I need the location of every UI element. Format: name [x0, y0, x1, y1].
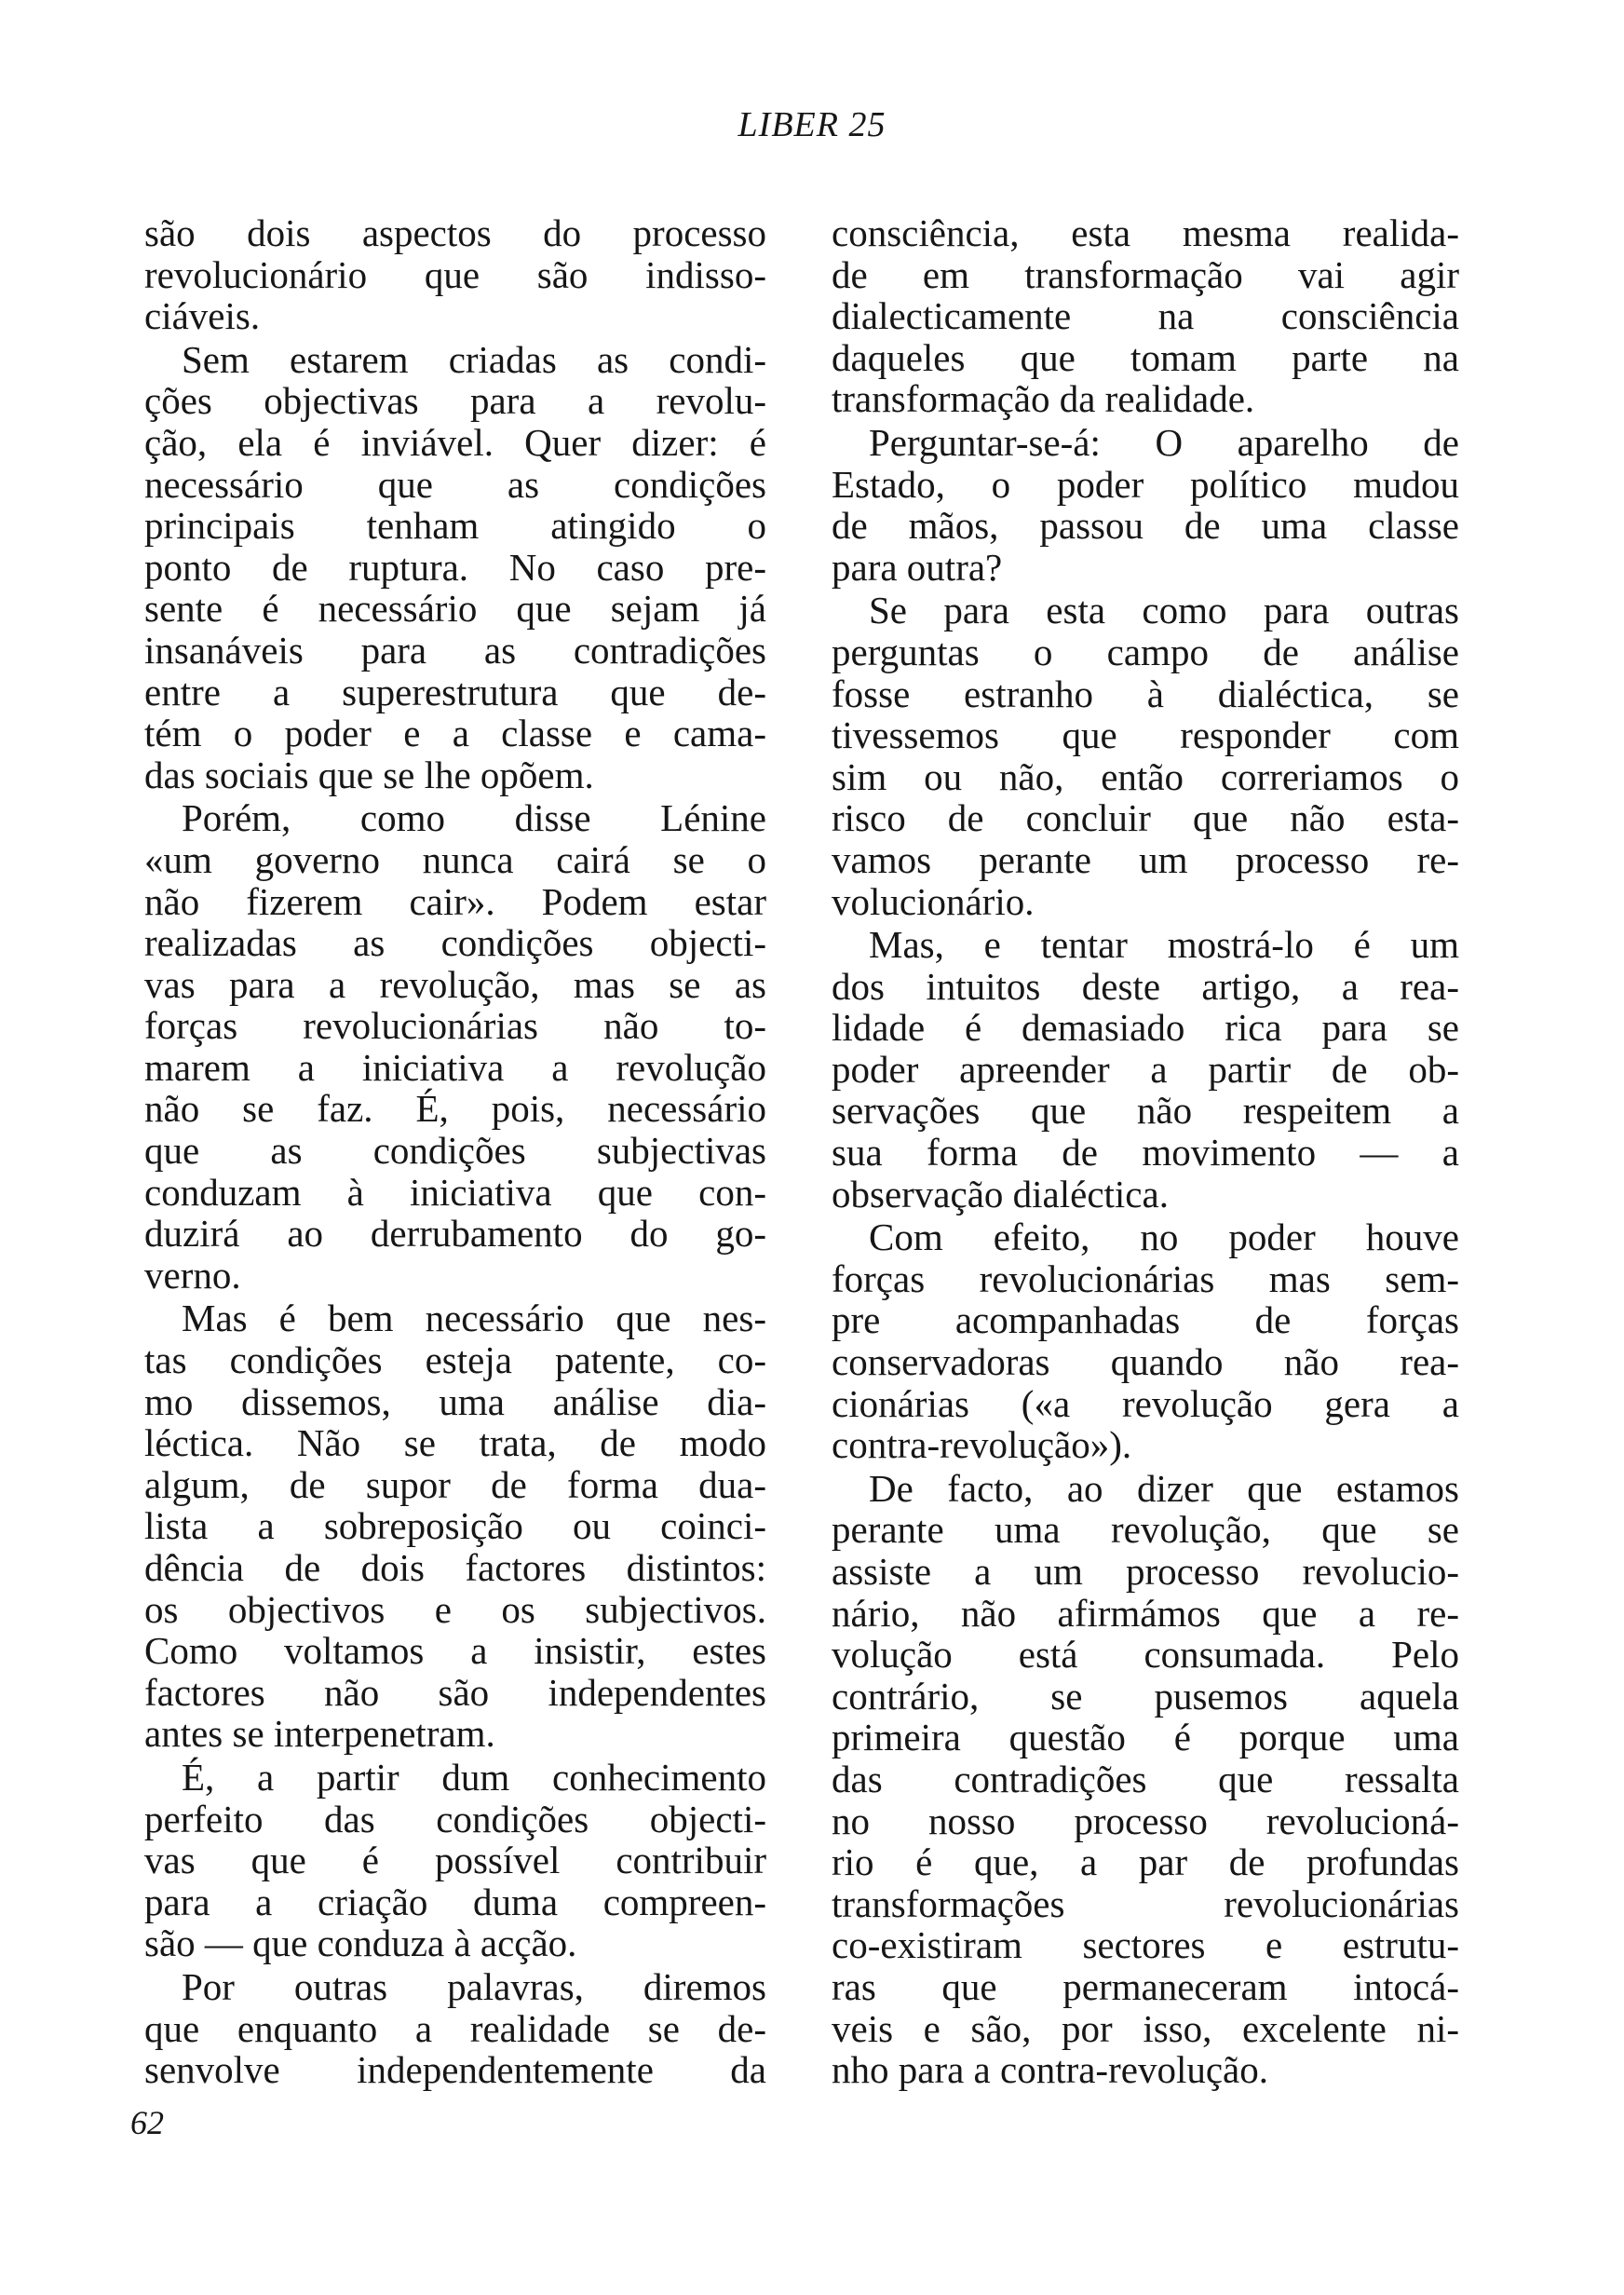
text-line: forças revolucionárias não to-	[144, 1004, 766, 1048]
text-line: realizadas as condições objecti-	[144, 921, 766, 965]
text-line: marem a iniciativa a revolução	[144, 1045, 766, 1089]
text-line: conduzam à iniciativa que con-	[144, 1170, 766, 1214]
text-line: revolucionário que são indisso-	[144, 252, 766, 296]
text-line: ciáveis.	[144, 294, 261, 338]
text-line: tém o poder e a classe e cama-	[144, 712, 766, 755]
text-line: rio é que, a par de profundas	[832, 1840, 1459, 1884]
text-line: duzirá ao derrubamento do go-	[144, 1212, 766, 1256]
text-line: vas para a revolução, mas se as	[144, 962, 766, 1006]
text-line: assiste a um processo revolucio-	[832, 1550, 1459, 1593]
text-line: são dois aspectos do processo	[144, 211, 766, 254]
text-line: de mãos, passou de uma classe	[832, 504, 1459, 548]
text-line: ras que permaneceram intocá-	[832, 1964, 1459, 2008]
text-line: nário, não afirmámos que a re-	[832, 1591, 1459, 1635]
text-line: algum, de supor de forma dua-	[144, 1462, 766, 1506]
text-line: Mas, e tentar mostrá-lo é um	[869, 923, 1459, 967]
text-line: daqueles que tomam parte na	[832, 335, 1459, 379]
text-line: sim ou não, então correriamos o	[832, 754, 1459, 798]
text-line: principais tenham atingido o	[144, 504, 766, 548]
text-line: ponto de ruptura. No caso pre-	[144, 545, 766, 589]
text-line: dialecticamente na consciência	[832, 294, 1459, 338]
text-line: perguntas o campo de análise	[832, 630, 1459, 673]
text-line: senvolve independentemente da	[144, 2048, 766, 2092]
text-line: Se para esta como para outras	[869, 589, 1459, 632]
text-line: Como voltamos a insistir, estes	[144, 1629, 766, 1673]
text-line: volucionário.	[832, 879, 1035, 923]
text-line: de em transformação vai agir	[832, 252, 1459, 296]
text-line: «um governo nunca cairá se o	[144, 837, 766, 881]
text-line: observação dialéctica.	[832, 1172, 1169, 1215]
text-line: Perguntar-se-á: O aparelho de	[869, 420, 1459, 464]
text-line: fosse estranho à dialéctica, se	[832, 672, 1459, 715]
text-line: são — que conduza à acção.	[144, 1922, 577, 1965]
text-line: É, a partir dum conhecimento	[182, 1755, 766, 1799]
text-line: sente é necessário que sejam já	[144, 587, 766, 631]
right-column	[832, 212, 1459, 2091]
left-column	[144, 212, 766, 2091]
text-line: das contradições que ressalta	[832, 1757, 1459, 1800]
text-line: dência de dois factores distintos:	[144, 1546, 766, 1589]
text-line: Sem estarem criadas as condi-	[182, 337, 766, 381]
text-line: perante uma revolução, que se	[832, 1508, 1459, 1552]
text-line: cionárias («a revolução gera a	[832, 1381, 1459, 1425]
text-line: que enquanto a realidade se de-	[144, 2006, 766, 2050]
text-line: pre acompanhadas de forças	[832, 1298, 1459, 1342]
text-line: risco de concluir que não esta-	[832, 796, 1459, 840]
text-line: tas condições esteja patente, co-	[144, 1338, 766, 1382]
text-line: lista a sobreposição ou coinci-	[144, 1504, 766, 1548]
text-line: ções objectivas para a revolu-	[144, 379, 766, 423]
text-line: não se faz. É, pois, necessário	[144, 1087, 766, 1131]
text-line: Com efeito, no poder houve	[869, 1215, 1459, 1259]
text-line: co-existiram sectores e estrutu-	[832, 1923, 1459, 1967]
text-line: insanáveis para as contradições	[144, 628, 766, 672]
text-line: Porém, como disse Lénine	[182, 796, 766, 840]
text-line: perfeito das condições objecti-	[144, 1797, 766, 1840]
text-line: lidade é demasiado rica para se	[832, 1006, 1459, 1050]
text-line: para a criação duma compreen-	[144, 1880, 766, 1923]
text-line: primeira questão é porque uma	[832, 1716, 1459, 1759]
text-line: transformação da realidade.	[832, 377, 1255, 421]
text-line: que as condições subjectivas	[144, 1129, 766, 1173]
text-line: conservadoras quando não rea-	[832, 1340, 1459, 1384]
text-line: verno.	[144, 1253, 241, 1297]
text-line: antes se interpenetram.	[144, 1712, 495, 1756]
text-line: no nosso processo revolucioná-	[832, 1799, 1459, 1842]
text-line: poder apreender a partir de ob-	[832, 1047, 1459, 1091]
text-line: contra-revolução»).	[832, 1423, 1132, 1467]
text-line: Mas é bem necessário que nes-	[182, 1297, 766, 1340]
text-line: entre a superestrutura que de-	[144, 670, 766, 713]
text-line: transformações revolucionárias	[832, 1881, 1459, 1925]
text-line: vamos perante um processo re-	[832, 837, 1459, 881]
text-line: dos intuitos deste artigo, a rea-	[832, 964, 1459, 1008]
text-line: Por outras palavras, diremos	[182, 1964, 766, 2008]
page-number: 62	[130, 2104, 164, 2141]
text-line: De facto, ao dizer que estamos	[869, 1466, 1459, 1510]
text-line: mo dissemos, uma análise dia-	[144, 1379, 766, 1423]
text-line: volução está consumada. Pelo	[832, 1633, 1459, 1677]
running-head: LIBER 25	[738, 105, 886, 144]
text-line: os objectivos e os subjectivos.	[144, 1587, 766, 1631]
text-line: veis e são, por isso, excelente ni-	[832, 2006, 1459, 2050]
text-line: ção, ela é inviável. Quer dizer: é	[144, 420, 766, 464]
text-line: sua forma de movimento — a	[832, 1131, 1459, 1175]
text-line: nho para a contra-revolução.	[832, 2048, 1268, 2092]
text-line: para outra?	[832, 545, 1003, 589]
text-line: léctica. Não se trata, de modo	[144, 1421, 766, 1465]
text-line: Estado, o poder político mudou	[832, 462, 1459, 506]
text-line: tivessemos que responder com	[832, 713, 1459, 757]
text-line: vas que é possível contribuir	[144, 1839, 766, 1882]
text-line: das sociais que se lhe opõem.	[144, 753, 594, 796]
text-line: não fizerem cair». Podem estar	[144, 879, 766, 923]
text-line: necessário que as condições	[144, 462, 766, 506]
text-line: contrário, se pusemos aquela	[832, 1674, 1459, 1718]
text-line: consciência, esta mesma realida-	[832, 211, 1459, 254]
text-line: servações que não respeitem a	[832, 1089, 1459, 1133]
text-line: factores não são independentes	[144, 1670, 766, 1714]
text-line: forças revolucionárias mas sem-	[832, 1256, 1459, 1300]
